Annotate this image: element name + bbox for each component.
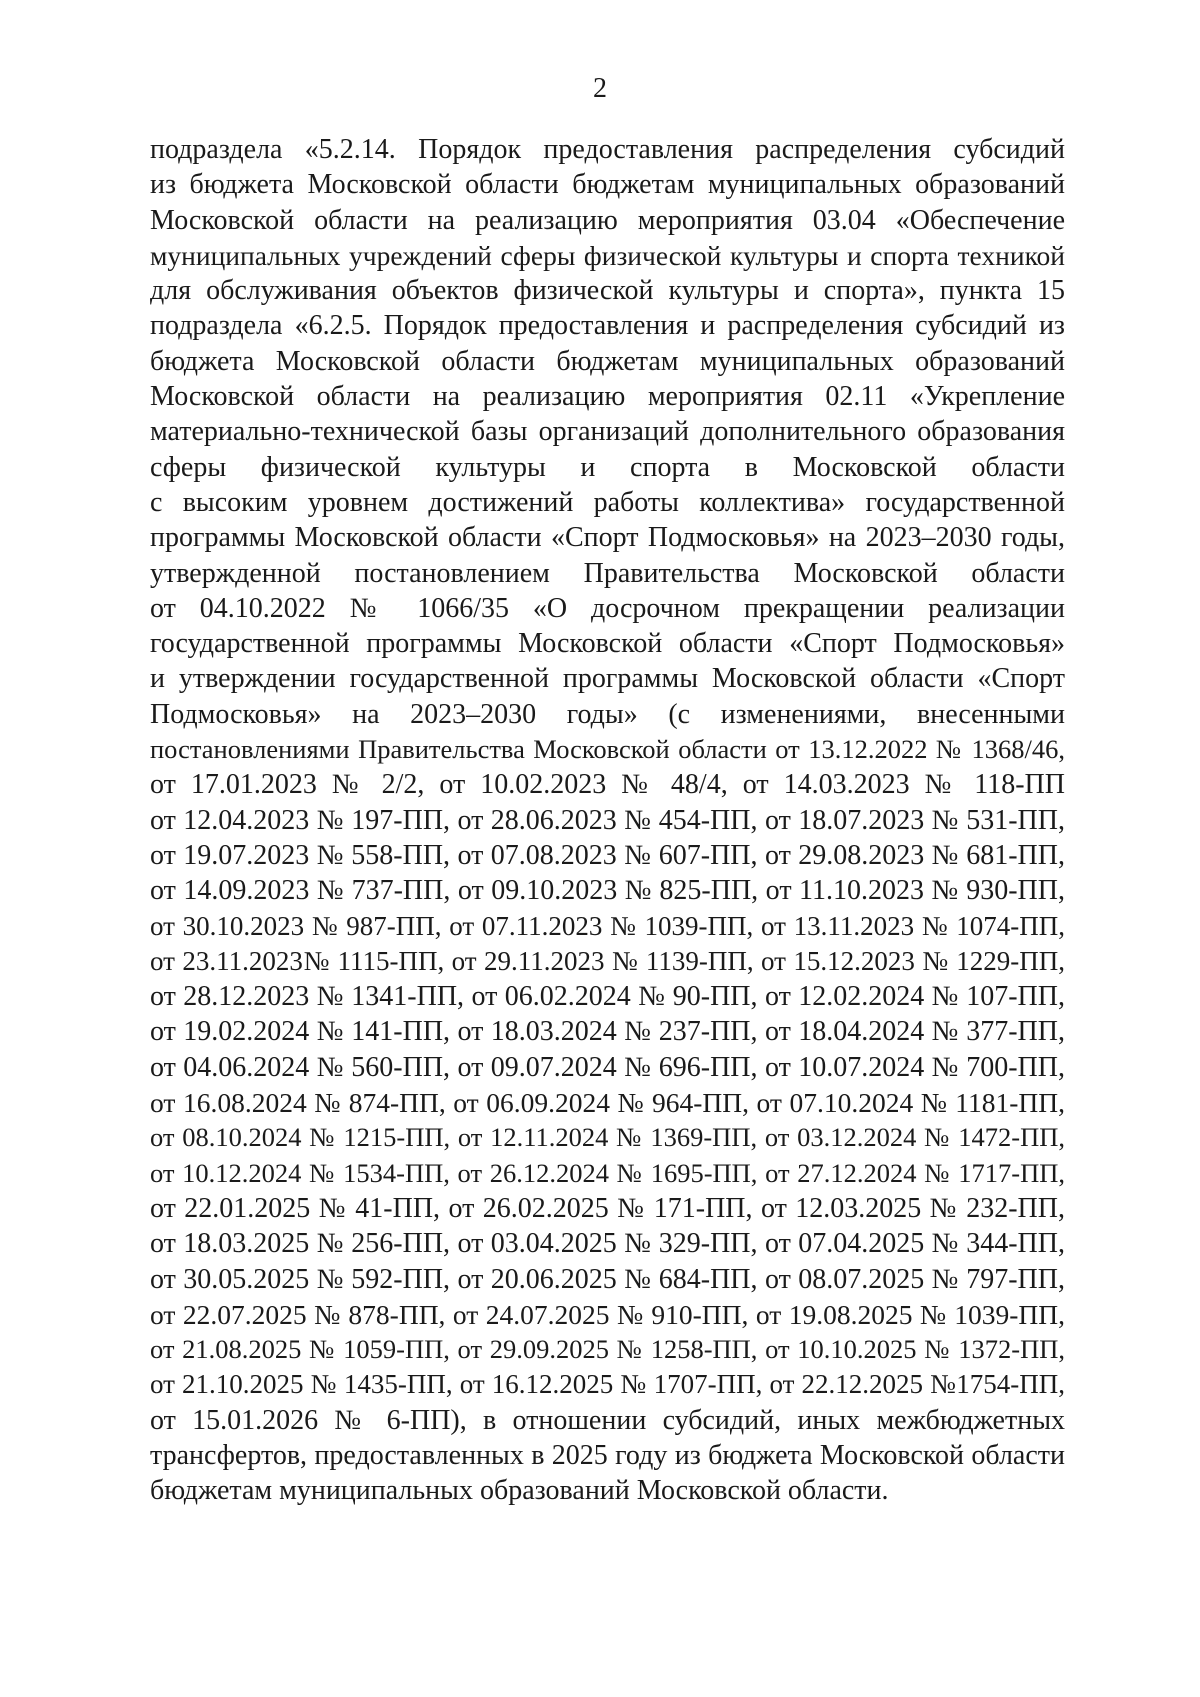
text-line: от 23.11.2023№ 1115-ПП, от 29.11.2023 № 1139-ПП, от 15.12.2023 № 1229-ПП, (150, 945, 1065, 976)
text-line: трансфертов, предоставленных в 2025 году из бюджета Московской области (150, 1439, 1065, 1471)
text-line: для обслуживания объектов физической культуры и спорта», пункта 15 (150, 275, 1065, 307)
text-line: государственной программы Московской области «Спорт Подмосковья» (150, 628, 1065, 660)
text-line: от 15.01.2026 № 6-ПП), в отношении субсидий, иных межбюджетных (150, 1404, 1065, 1436)
text-line: от 22.01.2025 № 41-ПП, от 26.02.2025 № 171-ПП, от 12.03.2025 № 232-ПП, (150, 1192, 1065, 1224)
text-line: из бюджета Московской области бюджетам муниципальных образований (150, 169, 1065, 201)
text-line: бюджетам муниципальных образований Московской области. (150, 1475, 889, 1507)
text-line: с высоким уровнем достижений работы коллектива» государственной (150, 486, 1065, 518)
text-line: от 04.10.2022 № 1066/35 «О досрочном прекращении реализации (150, 592, 1065, 624)
text-line: от 12.04.2023 № 197-ПП, от 28.06.2023 № 454-ПП, от 18.07.2023 № 531-ПП, (150, 804, 1065, 836)
text-line: от 17.01.2023 № 2/2, от 10.02.2023 № 48/4, от 14.03.2023 № 118-ПП (150, 769, 1065, 801)
text-line: подраздела «5.2.14. Порядок предоставления распределения субсидий (150, 134, 1065, 165)
text-line: сферы физической культуры и спорта в Московской области (150, 451, 1065, 483)
text-line: утвержденной постановлением Правительства Московской области (150, 557, 1065, 589)
text-line: от 30.10.2023 № 987-ПП, от 07.11.2023 № 1039-ПП, от 13.11.2023 № 1074-ПП, (150, 910, 1065, 941)
text-line: от 22.07.2025 № 878-ПП, от 24.07.2025 № 910-ПП, от 19.08.2025 № 1039-ПП, (150, 1298, 1065, 1330)
text-line: от 28.12.2023 № 1341-ПП, от 06.02.2024 № 90-ПП, от 12.02.2024 № 107-ПП, (150, 981, 1065, 1013)
text-line: от 14.09.2023 № 737-ПП, от 09.10.2023 № 825-ПП, от 11.10.2023 № 930-ПП, (150, 875, 1065, 907)
text-line: Подмосковья» на 2023–2030 годы» (с изменениями, внесенными (150, 698, 1065, 730)
text-line: от 10.12.2024 № 1534-ПП, от 26.12.2024 № 1695-ПП, от 27.12.2024 № 1717-ПП, (150, 1157, 1065, 1188)
text-line: Московской области на реализацию мероприятия 02.11 «Укрепление (150, 381, 1065, 413)
text-line: от 19.07.2023 № 558-ПП, от 07.08.2023 № 607-ПП, от 29.08.2023 № 681-ПП, (150, 839, 1065, 871)
text-line: от 16.08.2024 № 874-ПП, от 06.09.2024 № 964-ПП, от 07.10.2024 № 1181-ПП, (150, 1087, 1065, 1119)
text-line: Московской области на реализацию мероприятия 03.04 «Обеспечение (150, 204, 1065, 236)
page-number: 2 (593, 73, 607, 104)
text-line: от 08.10.2024 № 1215-ПП, от 12.11.2024 № 1369-ПП, от 03.12.2024 № 1472-ПП, (150, 1122, 1065, 1153)
text-line: постановлениями Правительства Московской области от 13.12.2022 № 1368/46, (150, 734, 1065, 765)
text-line: от 30.05.2025 № 592-ПП, от 20.06.2025 № 684-ПП, от 08.07.2025 № 797-ПП, (150, 1263, 1065, 1295)
text-line: материально-технической базы организаций дополнительного образования (150, 416, 1065, 448)
text-line: и утверждении государственной программы Московской области «Спорт (150, 663, 1065, 695)
text-line: бюджета Московской области бюджетам муниципальных образований (150, 345, 1065, 377)
body-text (150, 132, 1065, 1509)
text-line: от 19.02.2024 № 141-ПП, от 18.03.2024 № 237-ПП, от 18.04.2024 № 377-ПП, (150, 1016, 1065, 1048)
text-line: от 18.03.2025 № 256-ПП, от 03.04.2025 № 329-ПП, от 07.04.2025 № 344-ПП, (150, 1228, 1065, 1260)
text-line: от 21.10.2025 № 1435-ПП, от 16.12.2025 № 1707-ПП, от 22.12.2025 №1754-ПП, (150, 1369, 1065, 1400)
text-line: от 21.08.2025 № 1059-ПП, от 29.09.2025 № 1258-ПП, от 10.10.2025 № 1372-ПП, (150, 1334, 1065, 1365)
text-line: муниципальных учреждений сферы физической культуры и спорта техникой (150, 239, 1065, 271)
text-line: подраздела «6.2.5. Порядок предоставления и распределения субсидий из (150, 310, 1065, 342)
text-line: от 04.06.2024 № 560-ПП, от 09.07.2024 № 696-ПП, от 10.07.2024 № 700-ПП, (150, 1051, 1065, 1083)
text-line: программы Московской области «Спорт Подмосковья» на 2023–2030 годы, (150, 522, 1065, 554)
